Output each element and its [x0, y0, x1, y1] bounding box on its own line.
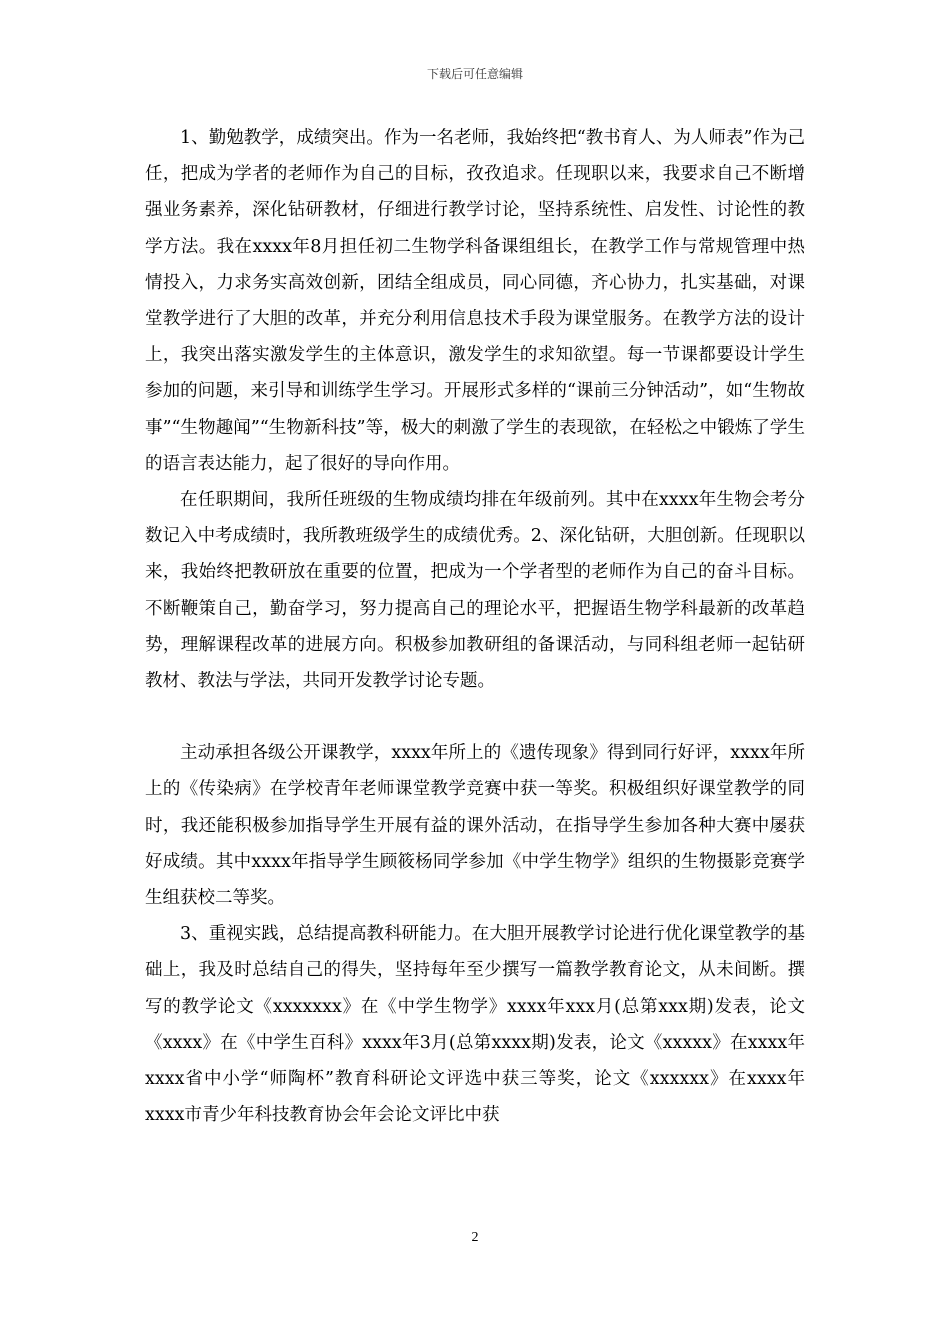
page-number: 2 — [471, 1230, 479, 1245]
page-header: 下载后可任意编辑 — [426, 67, 523, 81]
document-body — [145, 120, 805, 1133]
paragraph-open-classes: 主动承担各级公开课教学，xxxx年所上的《遗传现象》得到同行好评，xxxx年所上的《传染病》在学校青年老师课堂教学竞赛中获一等奖。积极组织好课堂教学的同时，我还能积极参加指导学生开展有益的课外活动，在指导学生参加各种大赛中屡获好成绩。其中xxxx年指导学生顾筱杨同学参加《中学生物学》组织的生物摄影竞赛学生组获校二等奖。 — [145, 743, 805, 909]
paragraph-teaching: 1、勤勉教学，成绩突出。作为一名老师，我始终把“教书育人、为人师表”作为己任，把成为学者的老师作为自己的目标，孜孜追求。任现职以来，我要求自己不断增强业务素养，深化钻研教材，仔细进行教学讨论，坚持系统性、启发性、讨论性的教学方法。我在xxxx年8月担任初二生物学科备课组组长，在教学工作与常规管理中热情投入，力求务实高效创新，团结全组成员，同心同德，齐心协力，扎实基础，对课堂教学进行了大胆的改革，并充分利用信息技术手段为课堂服务。在教学方法的设计上，我突出落实激发学生的主体意识，激发学生的求知欲望。每一节课都要设计学生参加的问题，来引导和训练学生学习。开展形式多样的“课前三分钟活动”，如“生物故事”“生物趣闻”“生物新科技”等，极大的刺激了学生的表现欲，在轻松之中锻炼了学生的语言表达能力，起了很好的导向作用。 — [145, 128, 805, 474]
paragraph-practice: 3、重视实践，总结提高教科研能力。在大胆开展教学讨论进行优化课堂教学的基础上，我及时总结自己的得失，坚持每年至少撰写一篇教学教育论文，从未间断。撰写的教学论文《xxxxxxx》在《中学生物学》xxxx年xxx月(总第xxx期)发表，论文《xxxx》在《中学生百科》xxxx年3月(总第xxxx期)发表，论文《xxxxx》在xxxx年xxxx省中小学“师陶杯”教育科研论文评选中获三等奖，论文《xxxxxx》在xxxx年xxxx市青少年科技教育协会年会论文评比中获 — [145, 924, 805, 1126]
paragraph-research: 在任职期间，我所任班级的生物成绩均排在年级前列。其中在xxxx年生物会考分数记入中考成绩时，我所教班级学生的成绩优秀。2、深化钻研，大胆创新。任现职以来，我始终把教研放在重要的位置，把成为一个学者型的老师作为自己的奋斗目标。不断鞭策自己，勤奋学习，努力提高自己的理论水平，把握语生物学科最新的改革趋势，理解课程改革的进展方向。积极参加教研组的备课活动，与同科组老师一起钻研教材、教法与学法，共同开发教学讨论专题。 — [145, 490, 805, 692]
